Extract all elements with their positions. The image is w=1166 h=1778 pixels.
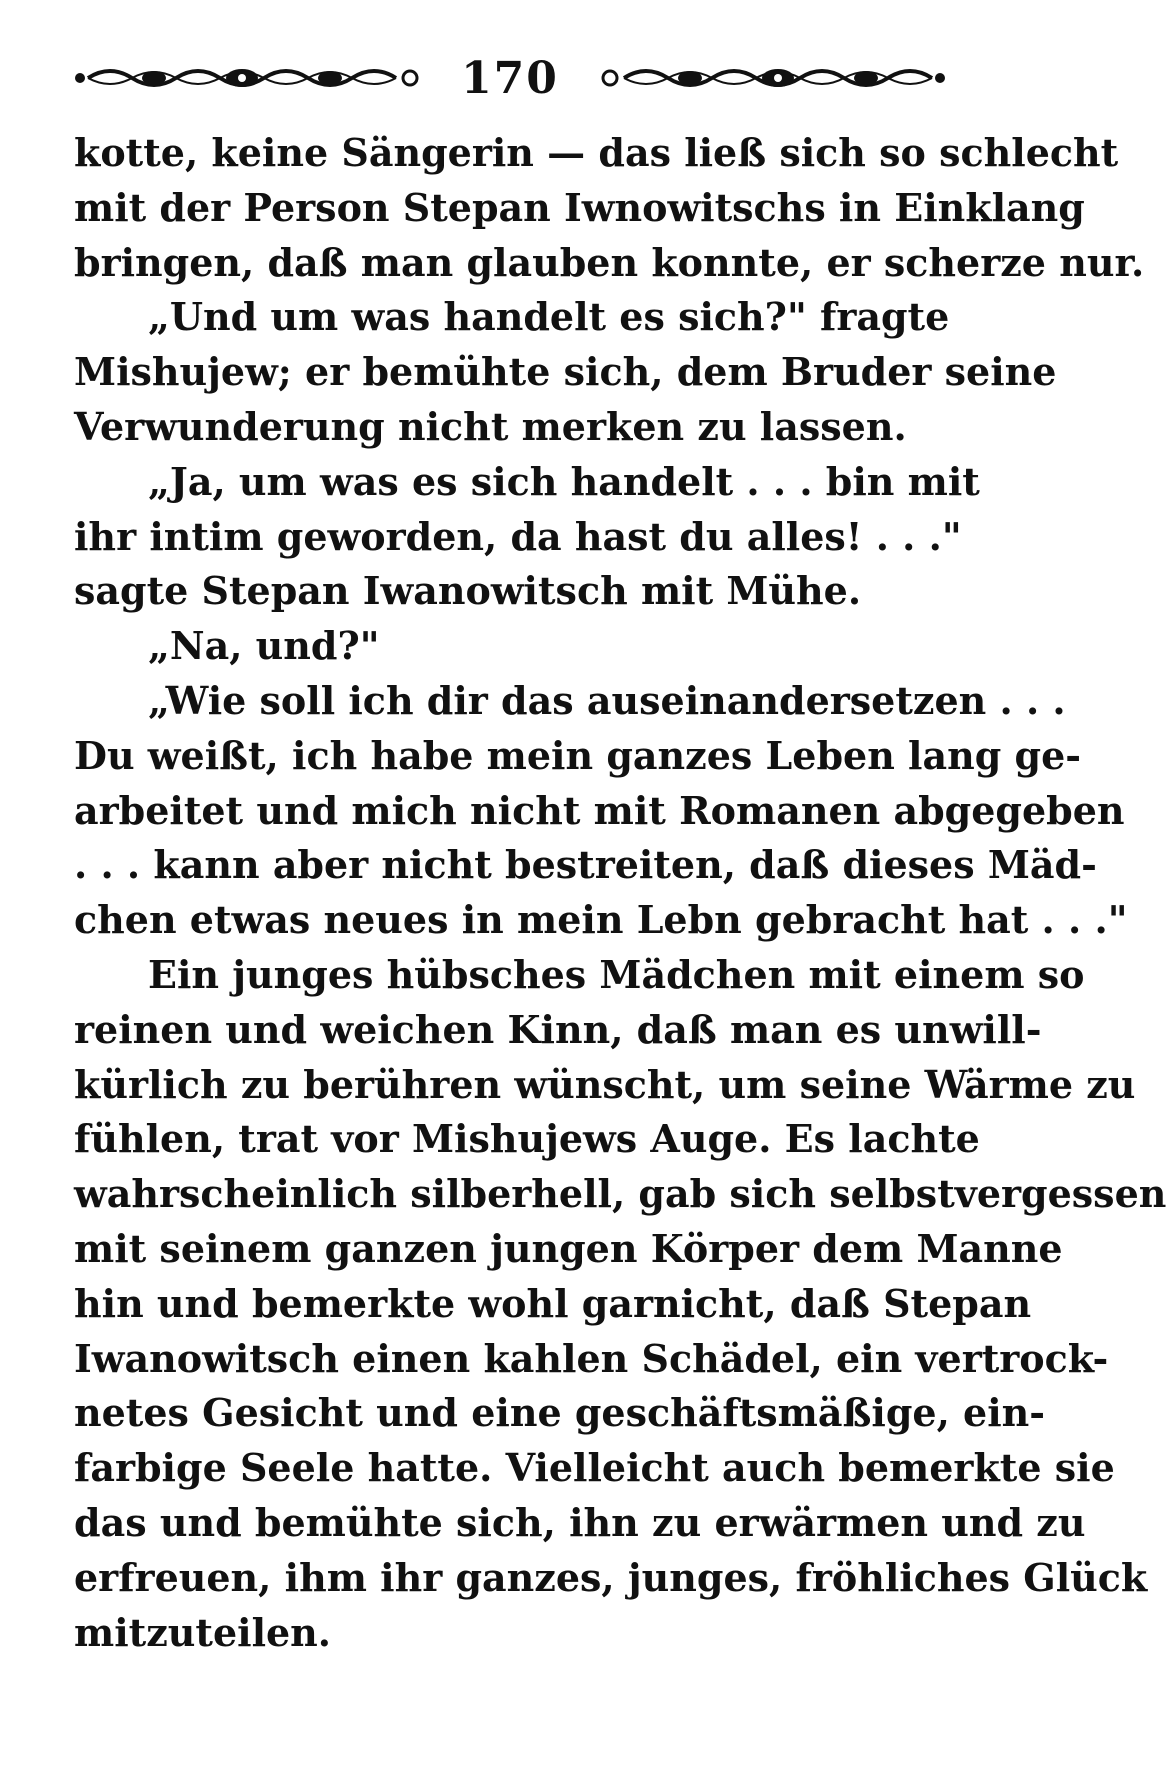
text-line: sagte Stepan Iwanowitsch mit Mühe. xyxy=(74,568,862,614)
text-line: „Ja, um was es sich handelt . . . bin mit xyxy=(148,458,980,504)
text-line: kürlich zu berühren wünscht, um seine Wärme zu xyxy=(74,1061,1136,1107)
text-line: . . . kann aber nicht bestreiten, daß dieses Mäd- xyxy=(74,842,1097,888)
text-line: Du weißt, ich habe mein ganzes Leben lang ge- xyxy=(74,732,1082,778)
text-line: chen etwas neues in mein Lebn gebracht hat . . ." xyxy=(74,897,1128,943)
text-line: das und bemühte sich, ihn zu erwärmen und zu xyxy=(74,1499,1086,1545)
text-line: mit der Person Stepan Iwnowitschs in Einklang xyxy=(74,184,1085,230)
right-ornament-icon xyxy=(590,58,950,98)
text-line: hin und bemerkte wohl garnicht, daß Stepan xyxy=(74,1280,1032,1326)
text-line: „Na, und?" xyxy=(148,623,380,669)
left-ornament-icon xyxy=(70,58,430,98)
text-line: erfreuen, ihm ihr ganzes, junges, fröhliches Glück xyxy=(74,1554,1148,1600)
text-line: arbeitet und mich nicht mit Romanen abgegeben xyxy=(74,787,1125,833)
text-line: reinen und weichen Kinn, daß man es unwill- xyxy=(74,1006,1042,1052)
page-number: 170 xyxy=(461,52,559,104)
text-line: bringen, daß man glauben konnte, er scherze nur. xyxy=(74,239,1145,285)
text-line: kotte, keine Sängerin — das ließ sich so schlecht xyxy=(74,130,1119,175)
text-line: netes Gesicht und eine geschäftsmäßige, ein- xyxy=(74,1390,1046,1436)
text-line: „Und um was handelt es sich?" fragte xyxy=(148,294,950,340)
text-line: mitzuteilen. xyxy=(74,1609,332,1655)
text-line: Ein junges hübsches Mädchen mit einem so xyxy=(148,951,1085,997)
text-line: „Wie soll ich dir das auseinandersetzen . . . xyxy=(148,677,1066,723)
text-line: wahrscheinlich silberhell, gab sich selbstvergessen xyxy=(74,1171,1166,1217)
page-header xyxy=(70,48,950,108)
text-line: Iwanowitsch einen kahlen Schädel, ein vertrock- xyxy=(74,1335,1109,1381)
text-line: mit seinem ganzen jungen Körper dem Manne xyxy=(74,1225,1063,1271)
text-line: farbige Seele hatte. Vielleicht auch bemerkte sie xyxy=(74,1445,1115,1491)
text-line: Mishujew; er bemühte sich, dem Bruder seine xyxy=(74,349,1057,395)
text-line: Verwunderung nicht merken zu lassen. xyxy=(74,403,907,449)
text-line: fühlen, trat vor Mishujews Auge. Es lachte xyxy=(74,1116,980,1162)
body-text xyxy=(74,126,1166,1660)
text-line: ihr intim geworden, da hast du alles! . . ." xyxy=(74,513,962,559)
